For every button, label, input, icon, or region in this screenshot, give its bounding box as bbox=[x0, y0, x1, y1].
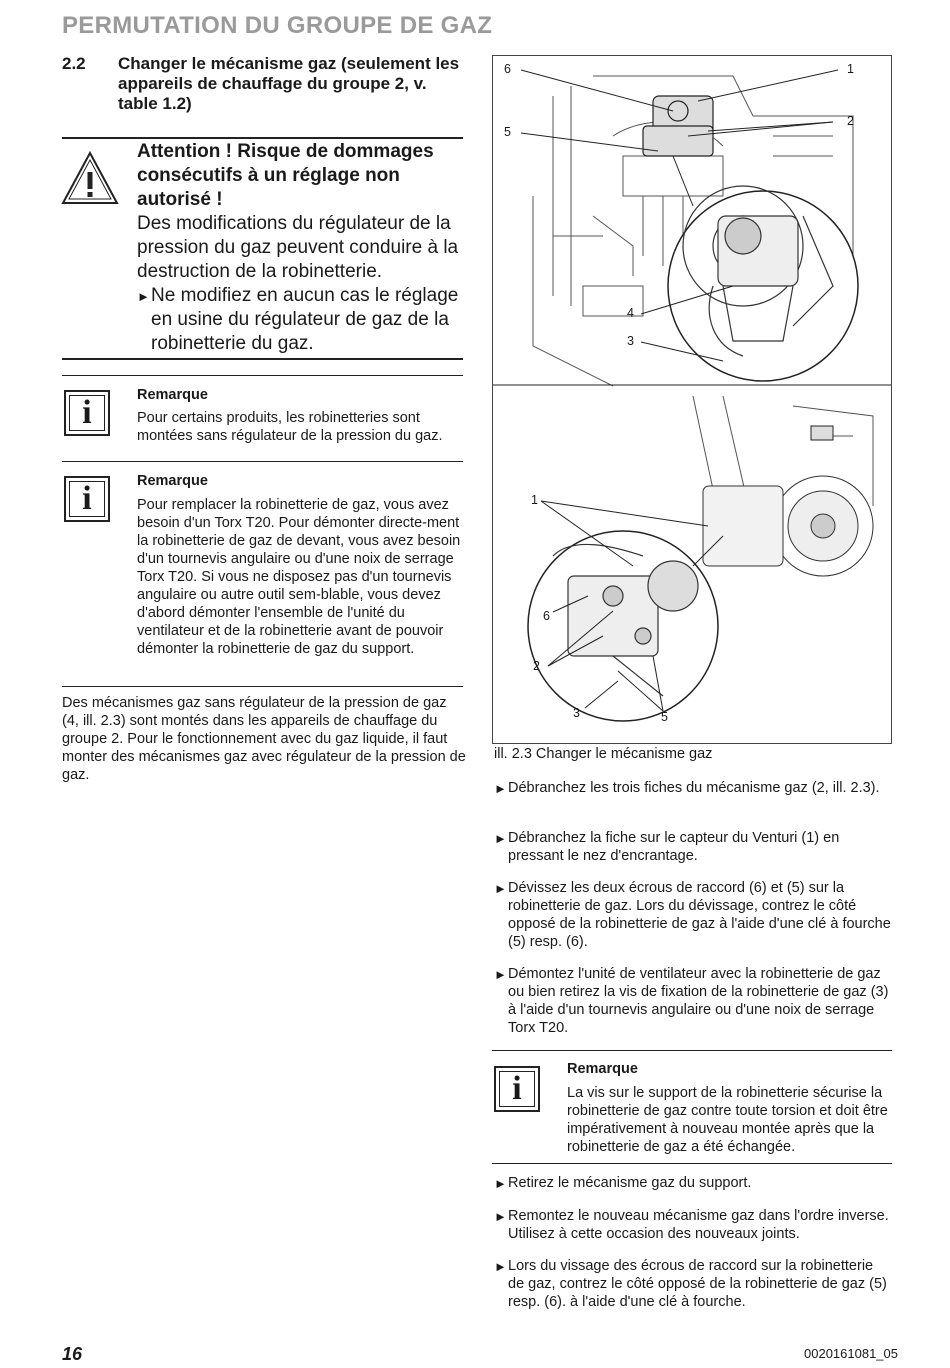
bullet-arrow-icon: ► bbox=[494, 1259, 507, 1274]
note-1-title: Remarque bbox=[137, 387, 208, 403]
page-number: 16 bbox=[62, 1344, 83, 1364]
bullet-arrow-icon: ► bbox=[494, 831, 507, 846]
callout-6: 6 bbox=[504, 62, 511, 76]
info-icon: i bbox=[64, 476, 110, 522]
callout-3: 3 bbox=[627, 334, 634, 348]
callout-6-bottom: 6 bbox=[543, 609, 550, 623]
warning-icon bbox=[60, 150, 120, 206]
note-2-bottom-rule bbox=[62, 686, 463, 687]
step-item: ►Remontez le nouveau mécanisme gaz dans l'ordre inverse. Utilisez à cette occasion des nouveaux joints. bbox=[494, 1208, 889, 1242]
section-number: 2.2 bbox=[62, 54, 86, 73]
figure-frame bbox=[492, 55, 892, 744]
warning-bottom-rule bbox=[62, 358, 463, 360]
callout-2: 2 bbox=[847, 114, 854, 128]
note-3-rule bbox=[492, 1050, 892, 1051]
callout-2-bottom: 2 bbox=[533, 659, 540, 673]
note-1-rule bbox=[62, 375, 463, 376]
note-2-rule bbox=[62, 461, 463, 462]
step-item: ►Débranchez les trois fiches du mécanisme gaz (2, ill. 2.3). bbox=[494, 780, 880, 796]
info-icon: i bbox=[494, 1066, 540, 1112]
note-3-text: La vis sur le support de la robinetterie sécurise la robinetterie de gaz contre toute torsion et doit être impérativement à nouveau montée après que la robinetterie de gaz a été échangée. bbox=[567, 1085, 888, 1155]
note-2-text: Pour remplacer la robinetterie de gaz, vous avez besoin d'un Torx T20. Pour démonter directe-ment la robinetterie de gaz de devant, vous avez besoin d'un tournevis angulaire ou d'une noix de serrage Torx T20. Si vous ne disposez pas d'un tournevis angulaire ou autre outil sem-blable, vous devez d'abord démonter l'ensemble de l'unité du ventilateur et de la robinetterie avant de pouvoir démonter la robinetterie de gaz du support. bbox=[137, 497, 461, 657]
figure-caption: ill. 2.3 Changer le mécanisme gaz bbox=[494, 746, 713, 762]
warning-title: Attention ! Risque de dommages consécutifs à un réglage non autorisé ! bbox=[137, 141, 434, 210]
callout-5: 5 bbox=[504, 125, 511, 139]
gas-valve-illustration bbox=[493, 56, 891, 743]
note-1-text: Pour certains produits, les robinetteries sont montées sans régulateur de la pression du gaz. bbox=[137, 410, 443, 444]
document-number: 0020161081_05 bbox=[804, 1346, 898, 1361]
step-item: ►Débranchez la fiche sur le capteur du Venturi (1) en pressant le nez d'encrantage. bbox=[494, 830, 840, 864]
warning-step-text: Ne modifiez en aucun cas le réglage en usine du régulateur de gaz de la robinetterie du gaz. bbox=[151, 285, 459, 354]
step-item: ►Retirez le mécanisme gaz du support. bbox=[494, 1175, 752, 1191]
body-paragraph: Des mécanismes gaz sans régulateur de la pression de gaz (4, ill. 2.3) sont montés dans les appareils de chauffage du groupe 2. Pour le fonctionnement avec du gaz liquide, il faut monter des mécanismes gaz avec régulateur de la pression de gaz. bbox=[62, 695, 466, 783]
note-3-title: Remarque bbox=[567, 1061, 638, 1077]
note-3-bottom-rule bbox=[492, 1163, 892, 1164]
bullet-arrow-icon: ► bbox=[494, 967, 507, 982]
warning-top-rule bbox=[62, 137, 463, 139]
bullet-arrow-icon: ► bbox=[494, 881, 507, 896]
callout-5-bottom: 5 bbox=[661, 710, 668, 724]
callout-1-bottom: 1 bbox=[531, 493, 538, 507]
callout-4: 4 bbox=[627, 306, 634, 320]
info-icon: i bbox=[64, 390, 110, 436]
step-item: ►Dévissez les deux écrous de raccord (6) et (5) sur la robinetterie de gaz. Lors du dévissage, contrez le côté opposé de la robinetterie de gaz à l'aide d'une clé à fourche (5) resp. (6). bbox=[494, 880, 891, 950]
bullet-arrow-icon: ► bbox=[494, 1209, 507, 1224]
bullet-arrow-icon: ► bbox=[494, 1176, 507, 1191]
page-header: PERMUTATION DU GROUPE DE GAZ bbox=[62, 12, 493, 39]
warning-text: Des modifications du régulateur de la pression du gaz peuvent conduire à la destruction de la robinetterie. bbox=[137, 213, 459, 282]
step-item: ►Démontez l'unité de ventilateur avec la robinetterie de gaz ou bien retirez la vis de fixation de la robinetterie de gaz (3) à l'aide d'un tournevis angulaire ou d'une noix de serrage Torx T20. bbox=[494, 966, 889, 1036]
warning-step bbox=[137, 284, 467, 356]
bullet-arrow-icon: ► bbox=[137, 289, 150, 304]
callout-3-bottom: 3 bbox=[573, 706, 580, 720]
note-2-title: Remarque bbox=[137, 473, 208, 489]
callout-1: 1 bbox=[847, 62, 854, 76]
step-item: ►Lors du vissage des écrous de raccord sur la robinetterie de gaz, contrez le côté opposé de la robinetterie de gaz (5) resp. (6). à l'aide d'une clé à fourche. bbox=[494, 1258, 887, 1310]
section-title: Changer le mécanisme gaz (seulement les appareils de chauffage du groupe 2, v. table 1.2) bbox=[118, 54, 460, 113]
bullet-arrow-icon: ► bbox=[494, 781, 507, 796]
